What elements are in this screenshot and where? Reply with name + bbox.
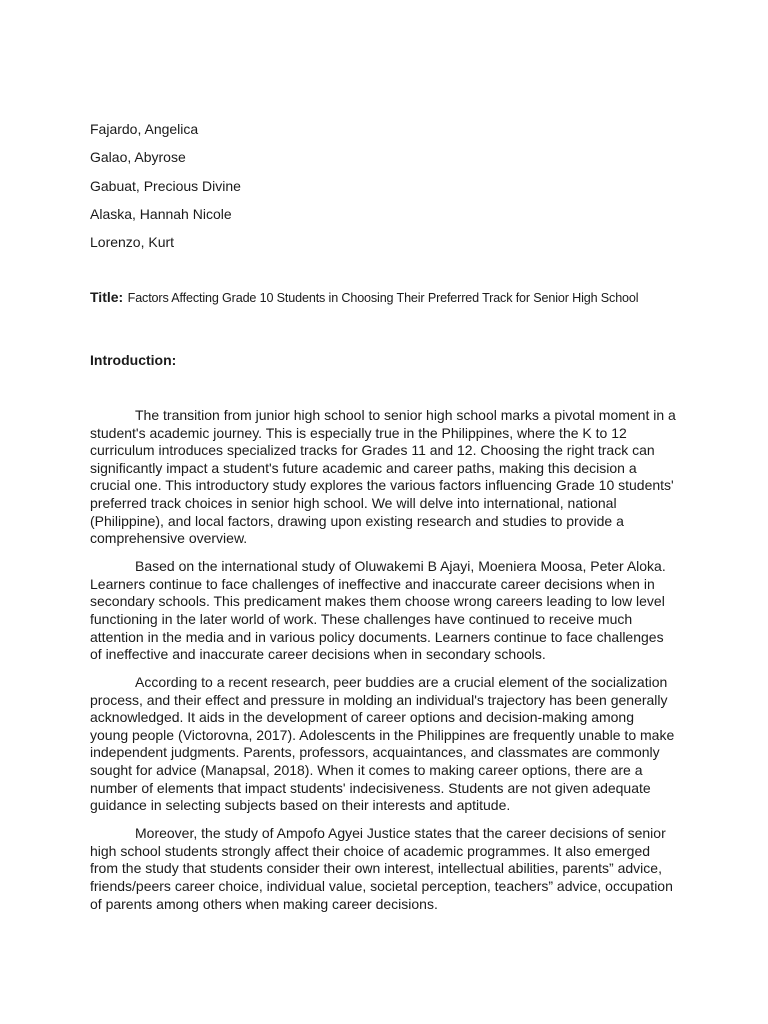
paragraph: Moreover, the study of Ampofo Agyei Justice states that the career decisions of senior high school students strongly affect their choice of academic programmes. It also emerged from the study that students consider their own interest, intellectual abilities, parents” advice, friends/peers career choice, individual value, societal perception, teachers” advice, occupation of parents among others when making career decisions. <box>90 825 673 912</box>
author-name: Gabuat, Precious Divine <box>90 177 241 194</box>
author-list <box>90 119 490 260</box>
author-name: Lorenzo, Kurt <box>90 234 175 251</box>
document-title: Factors Affecting Grade 10 Students in Choosing Their Preferred Track for Senior High School <box>127 291 639 305</box>
title-label: Title: <box>90 289 124 305</box>
introduction-heading: Introduction: <box>90 352 177 368</box>
author-name: Alaska, Hannah Nicole <box>90 205 232 222</box>
paragraph: Based on the international study of Oluwakemi B Ajayi, Moeniera Moosa, Peter Aloka. Learners continue to face challenges of ineffective and inaccurate career decisions when in secondary schools. This predicament makes them choose wrong careers leading to low level functioning in the later world of work. These challenges have continued to receive much attention in the media and in various policy documents. Learners continue to face challenges of ineffective and inaccurate career decisions when in secondary schools. <box>90 558 666 663</box>
title-line <box>90 287 690 308</box>
introduction-body <box>90 407 676 924</box>
author-name: Galao, Abyrose <box>90 149 186 166</box>
paragraph: The transition from junior high school to senior high school marks a pivotal moment in a student's academic journey. This is especially true in the Philippines, where the K to 12 curriculum introduces specialized tracks for Grades 11 and 12. Choosing the right track can significantly impact a student's future academic and career paths, making this decision a crucial one. This introductory study explores the various factors influencing Grade 10 students' preferred track choices in senior high school. We will delve into international, national (Philippine), and local factors, drawing upon existing research and studies to provide a comprehensive overview. <box>90 407 676 547</box>
paragraph: According to a recent research, peer buddies are a crucial element of the socialization process, and their effect and pressure in molding an individual's trajectory has been generally acknowledged. It aids in the development of career options and decision-making among young people (Victorovna, 2017). Adolescents in the Philippines are frequently unable to make independent judgments. Parents, professors, acquaintances, and classmates are commonly sought for advice (Manapsal, 2018). When it comes to making career options, there are a number of elements that impact students' indecisiveness. Students are not given adequate guidance in selecting subjects based on their interests and aptitude. <box>90 674 675 814</box>
author-name: Fajardo, Angelica <box>90 121 199 137</box>
